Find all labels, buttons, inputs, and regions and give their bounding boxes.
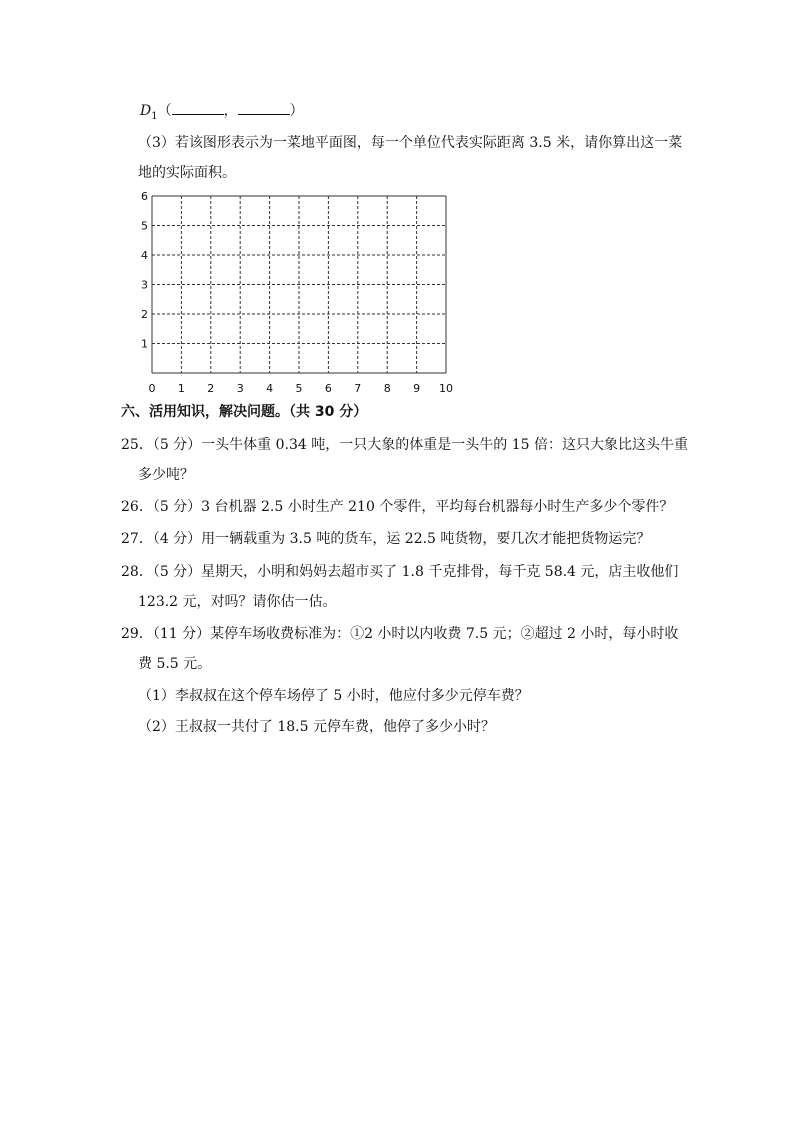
x-tick-label: 2 bbox=[207, 382, 215, 395]
q29-line-1: 29．（11 分）某停车场收费标准为：①2 小时以内收费 7.5 元；②超过 2 小时，每小时收 bbox=[121, 626, 679, 642]
x-tick-label: 5 bbox=[295, 382, 303, 395]
q27: 27．（4 分）用一辆载重为 3.5 吨的货车，运 22.5 吨货物，要几次才能把货物运完？ bbox=[121, 531, 651, 547]
q25-line-1: 25．（5 分）一头牛体重 0.34 吨，一只大象的体重是一头牛的 15 倍：这只大象比这头牛重 bbox=[121, 437, 688, 453]
q28-line-2: 123.2 元，对吗？请你估一估。 bbox=[138, 594, 337, 610]
y-coordinate-blank[interactable] bbox=[238, 102, 290, 115]
y-tick-label: 4 bbox=[141, 249, 148, 262]
x-tick-label: 1 bbox=[177, 382, 185, 395]
y-tick-label: 5 bbox=[141, 219, 148, 233]
point-label bbox=[140, 103, 158, 122]
x-tick-label: 3 bbox=[236, 382, 244, 395]
comma: ， bbox=[223, 103, 238, 119]
q3-line-1: （3）若该图形表示为一菜地平面图，每一个单位代表实际距离 3.5 米，请你算出这一菜 bbox=[138, 135, 683, 151]
x-axis-labels bbox=[149, 382, 454, 395]
q26: 26．（5 分）3 台机器 2.5 小时生产 210 个零件，平均每台机器每小时生产多少个零件？ bbox=[121, 499, 674, 515]
q29-sub-question-1: （1）李叔叔在这个停车场停了 5 小时，他应付多少元停车费？ bbox=[138, 688, 529, 704]
x-tick-label: 10 bbox=[439, 382, 453, 395]
q3-line-2: 地的实际面积。 bbox=[138, 165, 236, 181]
y-tick-label: 6 bbox=[141, 190, 148, 203]
q25-line-2: 多少吨？ bbox=[138, 467, 194, 483]
open-paren: （ bbox=[157, 103, 172, 119]
y-tick-label: 2 bbox=[141, 308, 148, 321]
x-coordinate-blank[interactable] bbox=[172, 102, 224, 115]
x-tick-label: 6 bbox=[324, 382, 332, 395]
x-tick-label: 0 bbox=[148, 382, 156, 395]
x-tick-label: 4 bbox=[266, 382, 274, 395]
d1-coordinate-answer bbox=[140, 101, 304, 127]
section-title: 六、活用知识，解决问题。（共 30 分） bbox=[121, 404, 368, 420]
x-tick-label: 9 bbox=[413, 382, 421, 395]
y-axis-labels bbox=[141, 190, 148, 351]
x-tick-label: 7 bbox=[354, 382, 362, 395]
q28-line-1: 28．（5 分）星期天，小明和妈妈去超市买了 1.8 千克排骨，每千克 58.4 元，店主收他们 bbox=[121, 564, 679, 580]
point-letter: D bbox=[140, 103, 152, 119]
coordinate-grid bbox=[138, 188, 460, 398]
grid-lines bbox=[152, 196, 446, 373]
y-tick-label: 3 bbox=[141, 278, 148, 292]
close-paren: ） bbox=[289, 103, 304, 119]
q29-line-2: 费 5.5 元。 bbox=[138, 656, 212, 672]
q29-sub-question-2: （2）王叔叔一共付了 18.5 元停车费，他停了多少小时？ bbox=[138, 719, 495, 735]
point-subscript: 1 bbox=[151, 110, 158, 122]
y-tick-label: 1 bbox=[141, 337, 148, 351]
x-tick-label: 8 bbox=[383, 382, 391, 395]
